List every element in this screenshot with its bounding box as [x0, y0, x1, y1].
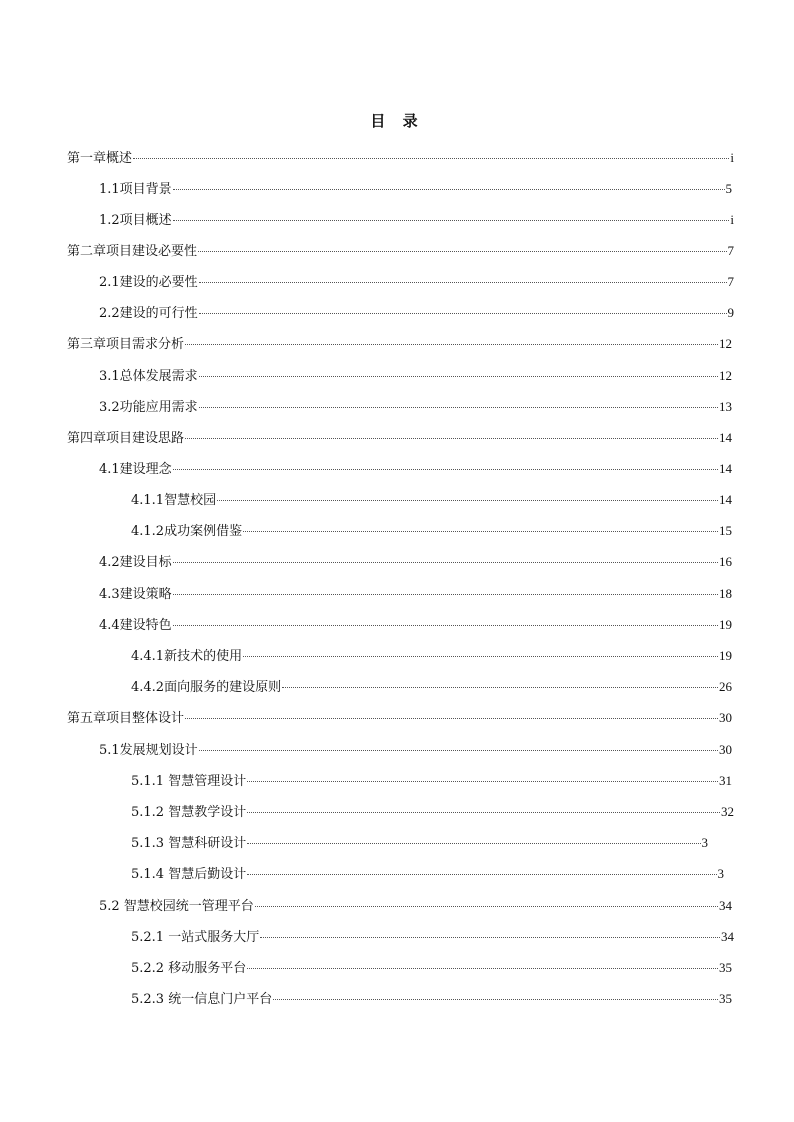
leader-dots [260, 936, 720, 938]
leader-dots [185, 437, 718, 439]
toc-entry-text: 5.1发展规划设计 [99, 743, 198, 758]
toc-entry-page: 15 [719, 523, 732, 538]
leader-dots [243, 655, 718, 657]
leader-dots [247, 842, 700, 844]
toc-entry[interactable] [67, 710, 732, 727]
toc-entry[interactable] [99, 586, 732, 603]
toc-entry-page: 32 [721, 804, 734, 819]
toc-entry-page: i [730, 150, 734, 165]
toc-entry[interactable] [99, 461, 732, 478]
toc-entry-page: 19 [719, 617, 732, 632]
toc-entry[interactable] [131, 960, 732, 977]
toc-title: 目 录 [370, 112, 424, 130]
toc-entry-page: i [730, 212, 734, 227]
toc-entry[interactable] [99, 274, 734, 291]
leader-dots [173, 624, 718, 626]
toc-entry-text: 第四章项目建设思路 [67, 431, 185, 446]
toc-entry-text: 4.1建设理念 [99, 462, 172, 477]
toc-entry-text: 4.2建设目标 [99, 555, 172, 570]
toc-entry-page: 26 [719, 679, 732, 694]
toc-entry-text: 4.4.1新技术的使用 [131, 649, 243, 664]
toc-entry-page: 13 [719, 399, 732, 414]
toc-entry-page: 12 [719, 336, 732, 351]
toc-entry-page: 9 [727, 305, 734, 320]
leader-dots [247, 780, 718, 782]
toc-entry[interactable] [99, 305, 734, 322]
leader-dots [247, 873, 716, 875]
toc-entry-page: 34 [719, 898, 732, 913]
toc-entry-text: 3.1总体发展需求 [99, 369, 198, 384]
leader-dots [173, 468, 718, 470]
leader-dots [199, 406, 718, 408]
leader-dots [273, 998, 718, 1000]
toc-entry-text: 4.4建设特色 [99, 618, 172, 633]
toc-entry[interactable] [99, 368, 732, 385]
toc-entry[interactable] [131, 679, 732, 696]
leader-dots [185, 343, 718, 345]
leader-dots [198, 250, 726, 252]
toc-entry[interactable] [131, 991, 732, 1008]
toc-entry-text: 4.4.2面向服务的建设原则 [131, 680, 282, 695]
toc-entry-text: 4.1.2成功案例借鉴 [131, 524, 243, 539]
toc-entry-page: 30 [719, 710, 732, 725]
leader-dots [133, 157, 729, 159]
toc-entry[interactable] [131, 835, 708, 852]
toc-entry[interactable] [99, 898, 732, 915]
toc-entry-text: 2.1建设的必要性 [99, 275, 198, 290]
leader-dots [243, 530, 718, 532]
toc-entry[interactable] [131, 804, 734, 821]
leader-dots [173, 188, 725, 190]
toc-entry-text: 5.2.3 统一信息门户平台 [131, 992, 273, 1007]
toc-entry[interactable] [131, 866, 724, 883]
toc-entry-text: 5.1.1 智慧管理设计 [131, 774, 247, 789]
toc-entry-page: 7 [727, 243, 734, 258]
leader-dots [255, 905, 718, 907]
toc-entry[interactable] [67, 243, 734, 260]
toc-entry-page: 14 [719, 461, 732, 476]
toc-entry-text: 5.2.2 移动服务平台 [131, 961, 247, 976]
toc-entry-text: 4.1.1智慧校园 [131, 493, 217, 508]
toc-entry-page: 35 [719, 960, 732, 975]
toc-entry-page: 16 [719, 554, 732, 569]
toc-entry[interactable] [99, 212, 734, 229]
toc-entry-page: 14 [719, 430, 732, 445]
toc-entry[interactable] [67, 336, 732, 353]
toc-entry-page: 19 [719, 648, 732, 663]
toc-entry-text: 5.2.1 一站式服务大厅 [131, 930, 260, 945]
toc-entry-text: 2.2建设的可行性 [99, 306, 198, 321]
toc-entry[interactable] [131, 523, 732, 540]
leader-dots [173, 593, 718, 595]
toc-entry[interactable] [99, 554, 732, 571]
toc-entry-text: 第二章项目建设必要性 [67, 244, 198, 259]
toc-entry-text: 5.2 智慧校园统一管理平台 [99, 899, 254, 914]
toc-entry-page: 30 [719, 742, 732, 757]
toc-entry-page: 35 [719, 991, 732, 1006]
toc-entry-text: 5.1.2 智慧教学设计 [131, 805, 247, 820]
toc-entry-page: 31 [719, 773, 732, 788]
toc-entry-page: 18 [719, 586, 732, 601]
toc-entry-text: 4.3建设策略 [99, 587, 172, 602]
toc-entry-page: 3 [701, 835, 708, 850]
toc-entry-page: 3 [717, 866, 724, 881]
toc-entry-text: 5.1.4 智慧后勤设计 [131, 867, 247, 882]
toc-entry-page: 12 [719, 368, 732, 383]
leader-dots [199, 375, 718, 377]
toc-entry-text: 第三章项目需求分析 [67, 337, 185, 352]
leader-dots [199, 749, 718, 751]
toc-entry[interactable] [131, 773, 732, 790]
toc-entry-text: 1.1项目背景 [99, 182, 172, 197]
toc-entry[interactable] [99, 399, 732, 416]
leader-dots [282, 686, 718, 688]
toc-entry[interactable] [131, 648, 732, 665]
toc-entry-text: 5.1.3 智慧科研设计 [131, 836, 247, 851]
leader-dots [199, 281, 727, 283]
toc-entry-page: 7 [727, 274, 734, 289]
toc-entry-text: 第五章项目整体设计 [67, 711, 185, 726]
toc-entry[interactable] [131, 492, 732, 509]
leader-dots [173, 561, 718, 563]
toc-entry-text: 第一章概述 [67, 151, 133, 166]
toc-entry-page: 34 [721, 929, 734, 944]
leader-dots [185, 717, 718, 719]
toc-entry-text: 1.2项目概述 [99, 213, 172, 228]
leader-dots [217, 499, 718, 501]
toc-entry-page: 14 [719, 492, 732, 507]
leader-dots [199, 312, 727, 314]
toc-entry[interactable] [99, 181, 732, 198]
toc-entry[interactable] [67, 430, 732, 447]
toc-entry-text: 3.2功能应用需求 [99, 400, 198, 415]
leader-dots [173, 219, 730, 221]
leader-dots [247, 967, 718, 969]
toc-entry[interactable] [99, 617, 732, 634]
leader-dots [247, 811, 720, 813]
toc-entry[interactable] [131, 929, 734, 946]
toc-entry[interactable] [67, 150, 734, 167]
toc-entry[interactable] [99, 742, 732, 759]
toc-entry-page: 5 [725, 181, 732, 196]
